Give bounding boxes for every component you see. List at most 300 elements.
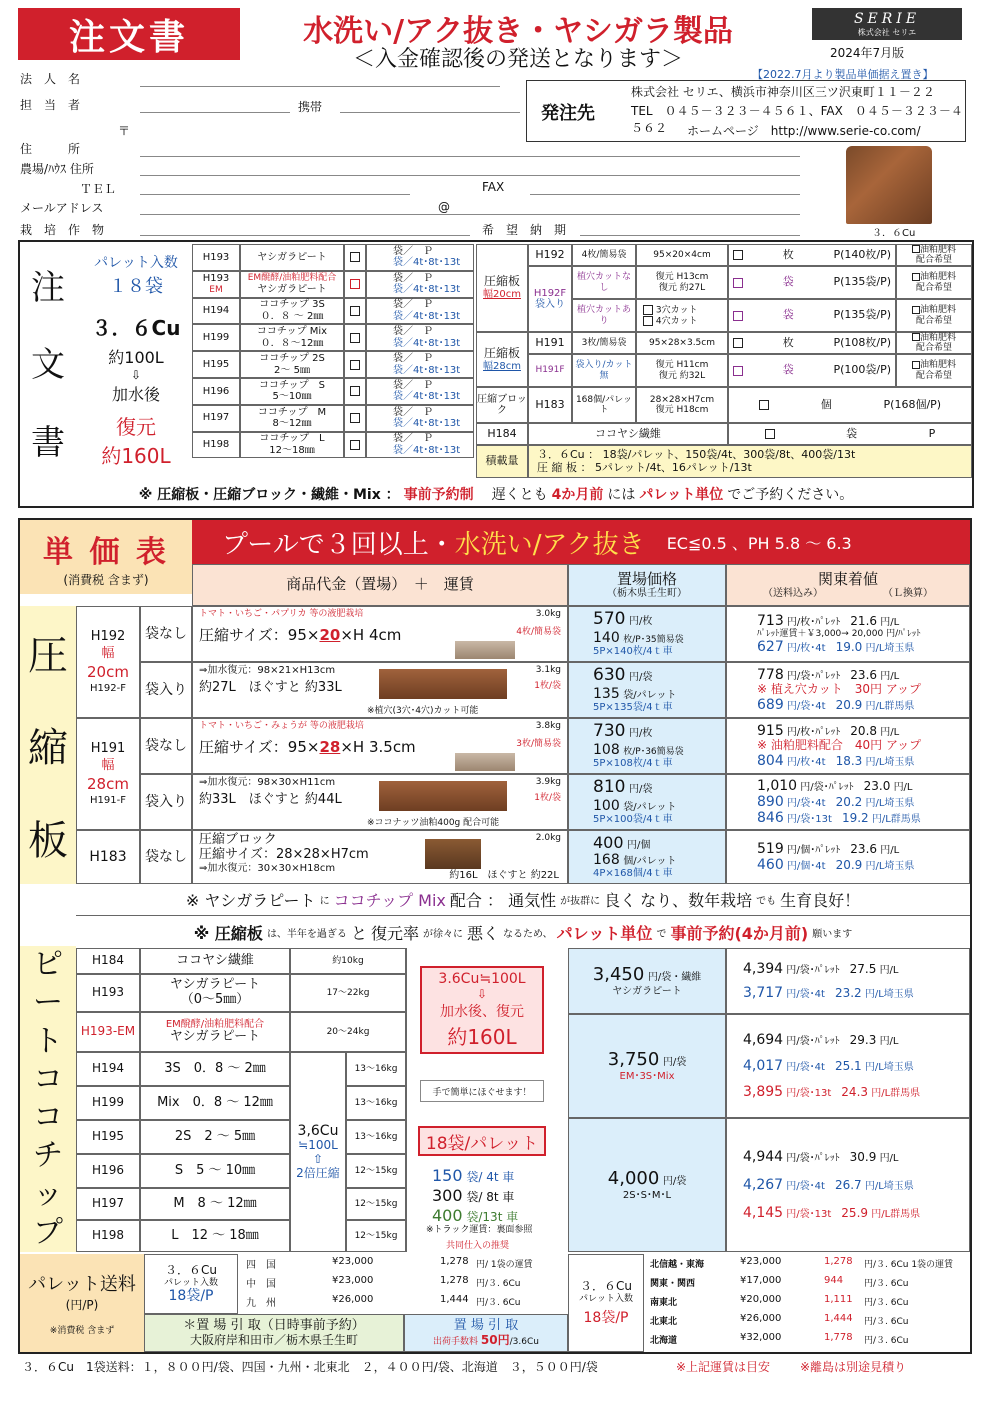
order-checkbox[interactable] [350,386,360,396]
price-line [593,666,652,686]
oil-note2: 配合希望 [915,315,952,326]
delivery-label: 希 望 納 期 [482,223,567,237]
h192-qty[interactable] [728,244,896,266]
restore-note: ⇒加水復元：98×30×H11cm [199,777,336,788]
order-checkbox[interactable] [350,440,360,450]
unit-p: P(135袋/P) [833,308,891,322]
order-row-checkbox-cell[interactable] [344,324,366,351]
weight: 3.1kg [535,665,561,675]
unit: 円/袋･4t [786,989,825,1000]
price: 3,450 [592,963,645,985]
restore: 復元 約32L [658,370,706,381]
price: 168 [593,852,620,869]
name-sub: 12～18㎜ [269,444,315,456]
order-row-name [240,244,344,271]
side-title-char: 文 [31,345,65,386]
kanto-line [757,697,914,713]
checkbox[interactable] [733,338,743,348]
cut-options[interactable] [636,299,728,332]
col3-sub: （Ｌ換算） [883,587,933,599]
order-row-name [240,351,344,378]
price: 4,145 [743,1205,784,1222]
kanto-line: ※ 植え穴カット 30円 アップ [757,682,921,697]
checkbox[interactable] [765,429,775,439]
side-char: ッ [33,1176,63,1212]
h192f-restore [636,266,728,299]
name: ココチップ M [257,406,327,418]
checkbox[interactable] [733,278,743,288]
h192-size: 95×20×4cm [636,244,728,266]
unit: 円/L群馬県 [871,1209,921,1221]
pack-type: 袋入り [140,774,192,830]
arrow-down-icon: ⇩ [476,986,488,1001]
width-value: 28cm [87,774,129,793]
note-mix [76,884,970,916]
side-char: 板 [28,818,68,865]
price: 713 [757,612,784,629]
unit-p: P(135袋/P) [833,275,891,289]
h183-size [636,387,728,423]
load-line: ３．６Cu ： 18袋/パレット、150袋/4t、300袋/8t、400袋/13t [537,447,856,461]
kanto-price-b [726,662,970,718]
order-checkbox[interactable] [350,360,360,370]
note: が抜群に [560,896,601,907]
oil-note: 油粕肥料 [919,360,956,371]
peat-code: H198 [76,1220,140,1252]
yard-price-a [568,606,726,662]
ship-per-unit: 円/３. 6Cu [864,1336,909,1346]
h192f-code [528,266,572,332]
side-title-char: 注 [31,268,65,309]
oil-note2: 配合希望 [915,370,952,381]
code: H195 [202,358,230,370]
email-field[interactable] [140,214,800,215]
width-label: 幅 [101,757,115,773]
code: H199 [202,332,230,344]
qty-unit: 袋／ Ｐ [393,406,433,418]
address-field[interactable] [140,156,800,157]
oil-note: 油粕肥料 [919,244,956,255]
h192-checkbox[interactable] [733,250,743,260]
unit-p: P(140枚/P) [833,247,891,261]
cu: ３．６Cu [165,1262,217,1277]
footer-shipping-note: ３．６Cu 1袋送料：１，８００円/袋、四国・九州・北東北 ２，４００円/袋、北海道 ３，５００円/袋 [22,1360,598,1374]
side-char: 圧 [28,632,68,679]
order-checkbox[interactable] [350,306,360,316]
block-size: 圧縮サイズ：28×28×H7cm [199,846,369,862]
unit: 円/L [880,844,900,856]
ship-per: 1,444 [440,1294,469,1305]
qty-trucks: 袋／4t･8t･13t [393,257,461,269]
h192-pack: 4枚/簡易袋 [572,244,636,266]
truck: 5P×108枚/4ｔ車 [593,758,673,770]
ship-per-unit: 円/３. 6Cu 1袋の運賃 [864,1260,954,1270]
h183-row-desc [192,830,568,884]
order-checkbox[interactable] [350,279,360,289]
peat-code: H193-EM [76,1012,140,1052]
code: H191 [90,740,126,756]
cu-label: 3,6Cu [297,1123,339,1140]
cu-bags: 18袋/P [583,1310,629,1327]
order-row-qty[interactable] [366,324,474,351]
note: 願います [812,928,853,940]
name: ココチップ Mix [256,326,328,338]
kanto-line [757,739,921,753]
oil-option[interactable] [896,266,972,299]
ship-region: 中 国 [246,1279,276,1290]
unit: 円/L群馬県 [871,1088,921,1100]
name: ヤシガラピート [257,283,327,295]
oil-option[interactable] [896,354,972,387]
peat-weight: 13～16kg [346,1052,406,1086]
tel-field[interactable] [140,194,410,195]
note: で [656,928,667,940]
note: ココチップ Mix [333,891,446,910]
supplier-homepage[interactable]: ホームページ http://www.serie-co.com/ [687,124,921,138]
peat-yard-group3 [568,1118,726,1252]
order-row-checkbox-cell[interactable] [344,244,366,271]
compress-label: 圧縮板 [483,345,520,360]
peat-kanto-group3 [726,1118,970,1252]
checkbox[interactable] [733,311,743,321]
price: 570 [593,609,626,630]
order-row-checkbox-cell[interactable] [344,298,366,325]
company-field[interactable] [140,86,500,87]
checkbox[interactable] [733,366,743,376]
cu-eq: ≒100L [298,1138,338,1153]
side-char: 縮 [28,725,68,772]
block-vol: 約16L ほぐすと 約22L [449,869,559,881]
unit: 円/L [879,964,899,976]
unit: 枚/P･36簡易袋 [623,746,684,757]
yard-price-b [568,662,726,718]
unit: 円/L埼玉県 [864,1180,914,1192]
unit: 円/袋 [628,672,653,684]
h184-name: ココヤシ繊維 [528,423,728,445]
kanto-price-a [726,606,970,662]
order-row-name [240,405,344,432]
order-row-checkbox-cell[interactable] [344,432,366,459]
pickup-title: ＊置 場 引 取（日時事前予約） [183,1317,365,1333]
fee-unit: /3.6Cu [509,1336,539,1347]
note: 悪く [466,923,499,943]
price-freeze-note: 【2022.7月より製品単価据え置き】 [752,68,934,81]
crop-label: 栽 培 作 物 [20,223,105,237]
order-checkbox[interactable] [350,333,360,343]
order-row-checkbox-cell[interactable] [344,378,366,405]
bag-count: 3枚/簡易袋 [516,739,561,749]
kanto-price-a [726,718,970,774]
ship-price: ¥23,000 [332,1256,374,1267]
qty-trucks: 袋／4t･8t･13t [393,337,461,349]
price: 730 [593,721,626,742]
restore-box [420,966,544,1054]
delivery-field[interactable] [580,235,800,236]
footer-note1: ※上記運賃は目安 [676,1360,771,1374]
order-right [476,244,972,478]
h191f-qty[interactable] [728,354,896,387]
h183-qty[interactable] [728,387,972,423]
liter: 23.6 [850,841,878,856]
unit: 円/L [880,671,900,682]
liter: 19.2 [841,811,869,826]
pack-type: 袋入り [140,662,192,718]
order-row-checkbox-cell[interactable] [344,271,366,298]
col-header-kanto [726,564,970,606]
h192f-qty2[interactable] [728,299,896,332]
load-info [528,445,972,478]
checkbox[interactable] [759,400,769,410]
qty-unit: 袋／ Ｐ [393,299,433,311]
fee-value: 50円 [480,1332,510,1347]
volume: 約33L ほぐすと 約44L [199,791,342,807]
order-row-checkbox-cell[interactable] [344,351,366,378]
note: 事前予約(4か月前) [670,923,809,943]
cu-sub: パレット入数 [579,1293,633,1304]
liter: 30.9 [849,1149,877,1164]
unit: 円/L埼玉県 [864,989,914,1000]
h184-code: H184 [476,423,528,445]
h184-qty[interactable] [728,423,972,445]
h191-qty[interactable] [728,332,896,354]
note: 良く [604,891,637,910]
peat-code: H193 [76,974,140,1012]
price: 804 [757,752,784,769]
width-label: 幅20cm [483,289,521,301]
volume: 約27L ほぐすと 約33L [199,679,342,695]
order-row-qty[interactable] [366,405,474,432]
unit: 袋 [846,426,858,440]
unit: 円/枚･4t [786,756,826,768]
price: 778 [757,667,784,683]
pallet-box: 18袋/パレット [418,1126,546,1156]
liter: 20.8 [850,724,878,738]
size-text: 圧縮サイズ：95× [199,626,320,645]
h183-pack: 168個/パレット [572,387,636,423]
h192-oil[interactable] [896,244,972,266]
peat-weight: 13～16kg [346,1120,406,1154]
size-text: ×H 3.5cm [340,738,416,757]
address-label: 住 所 [20,142,81,156]
notice-text: ※ 圧縮板・圧縮ブロック・繊維・Mix ： [138,487,400,503]
crop-field[interactable] [140,235,470,236]
load-label: 積載量 [476,445,528,478]
cu-sub: パレット入数 [164,1277,218,1288]
pack-type: 袋なし [140,718,192,774]
unit: 円/L [880,727,900,738]
fax-field[interactable] [530,194,800,195]
code: H198 [202,439,230,451]
price-line [593,686,677,702]
truck-qty: 300 [432,1186,463,1205]
name: M 8 ～ 12㎜ [173,1195,257,1211]
note: 復元率 [370,923,419,943]
unit: 枚 [782,247,794,261]
fax-label: FAX [482,180,505,194]
unit: 円/袋 [662,1175,687,1187]
yard-price-a [568,718,726,774]
board-code [76,718,140,830]
peat-weight: 13～16kg [346,1086,406,1120]
h183-row-code: H183 [76,830,140,884]
unit: EM･3S･Mix [619,1070,675,1082]
unit: 袋/パレット [623,689,677,701]
unit: 円/袋･13t [786,1209,832,1221]
kanto-line [757,778,913,794]
price: 4,017 [743,1057,784,1074]
peat-name [140,1012,290,1052]
truck-qty: 400 [432,1206,463,1225]
h191-code: H191 [528,332,572,354]
restore: 復元 H13cm [655,272,709,283]
usage-note: トマト・いちご・みょうが 等の液肥栽培 [199,721,364,731]
qty-trucks: 袋／4t･8t･13t [393,364,461,376]
unit: 円/L埼玉県 [865,861,915,872]
cut-note: ※植穴(3穴･4穴)カット可能 [367,705,479,716]
qty: 140 [593,629,620,646]
order-row-code [192,405,240,432]
restore: 復元 H18cm [655,405,709,415]
unit: 円/袋･4t [786,797,826,809]
note: が徐々に [422,928,463,940]
name: 2S 2 ～ 5㎜ [174,1128,256,1144]
peat-weight: 12～15kg [346,1154,406,1188]
order-row-qty[interactable] [366,244,474,271]
price: 846 [757,810,784,827]
peat-name [140,1052,290,1086]
order-row-code [192,244,240,271]
person-label: 担 当 者 [20,98,81,112]
kanto-line [757,613,899,629]
cut3-checkbox[interactable] [643,305,653,315]
order-row-name [240,298,344,325]
block-photo [425,839,481,869]
ship-per: 1,278 [440,1256,469,1267]
name-sub: ０．８ ～ 2㎜ [260,310,324,322]
board-photo [379,781,507,811]
order-row-qty[interactable] [366,432,474,459]
price-title-sub: (消費税 含まず) [63,572,149,587]
side-char: チ [33,1138,63,1174]
board-desc-a [192,718,568,774]
company-label: 法 人 名 [20,72,81,86]
order-row-qty[interactable] [366,298,474,325]
oil-note2: 配合希望 [915,343,952,353]
name: EM醗酵/油粕肥料配合 [165,1018,265,1030]
price-line [593,610,652,630]
cut3: 3穴カット [655,305,698,316]
block-label: 圧縮ブロック [476,387,528,423]
price: 4,000 [607,1167,660,1189]
page-title: 水洗い/アク抜き・ヤシガラ製品 [303,14,733,49]
joint-note: 共同仕入の推奨 [446,1241,510,1251]
peat-name [140,974,290,1012]
cut4-checkbox[interactable] [643,316,653,326]
unit: 円/L埼玉県 [864,1061,914,1073]
pallet-label: パレット入数 [94,255,178,271]
product-photo-caption: ３．６Cu [872,228,916,239]
price: 627 [757,639,784,656]
side-char: コ [33,1061,63,1097]
note: でも [756,896,777,907]
name: ヤシガラピート [169,977,261,993]
order-row-qty[interactable] [366,378,474,405]
board-desc-b [192,662,568,718]
h191f-code [528,354,572,387]
ship-price: ¥23,000 [332,1275,374,1286]
unit: 円/袋･ﾊﾟﾚｯﾄ [786,1152,840,1164]
qty-unit: 袋／ Ｐ [393,326,433,338]
supplier-label: 発注先 [541,103,595,124]
shipping-cu-east [568,1254,644,1352]
unit: 袋/パレット [623,801,677,813]
order-checkbox[interactable] [350,413,360,423]
unit: 円/L [893,781,913,793]
logo-text: SERIE [853,10,921,27]
oil-option[interactable] [896,299,972,332]
restore: 復元 H11cm [655,360,709,371]
liter: 20.2 [835,794,863,809]
ship-per-unit: 円/３. 6Cu [864,1317,909,1327]
liters: 約100L [108,348,164,367]
col3-sub: （送料込み） [763,587,823,599]
peat-code: H195 [76,1120,140,1154]
col2-sub: （栃木県壬生町） [607,587,687,599]
mobile-field[interactable] [340,112,520,113]
order-row-qty[interactable] [366,351,474,378]
side-char: ト [33,1023,63,1059]
page-subtitle: ＜入金確認後の発送となります＞ [352,47,683,72]
hand-note: 手で簡単にほぐせます！ [420,1080,544,1102]
order-row-name [240,378,344,405]
peat-weight: 約10kg [290,948,406,974]
order-row-qty[interactable] [366,271,474,298]
liter: 19.0 [835,640,863,655]
price-line [593,630,684,646]
farm-address-field[interactable] [140,175,800,176]
ship-region: 北海道 [650,1336,678,1346]
company-logo [812,8,962,40]
order-row-checkbox-cell[interactable] [344,405,366,432]
unit: 枚 [782,335,794,349]
order-row-name [240,271,344,298]
mobile-label: 携帯 [298,100,323,114]
bag-count: 1枚/袋 [534,793,561,803]
notice-text: 遅くとも [491,487,548,503]
kanto-line [757,753,914,769]
board-photo [379,669,507,699]
order-checkbox[interactable] [350,252,360,262]
price: 460 [757,857,784,873]
block-kg: 2.0kg [535,833,561,843]
h192f-qty1[interactable] [728,266,896,299]
person-field[interactable] [140,112,290,113]
side-char: ー [33,985,63,1021]
unit: 円/個 [627,840,651,851]
oil-note: 油粕肥料 [919,272,956,283]
col-header-yard [568,564,726,606]
volume: ３．６Cu [91,316,181,340]
compress2-group [476,332,528,387]
oil-option[interactable] [896,332,972,354]
unit: 円/L群馬県 [871,814,921,826]
peat-name [140,1086,290,1120]
liter: 21.6 [850,613,878,628]
unit: 円/L [879,1035,899,1047]
name-sub: 8～12㎜ [272,418,312,430]
liter: 23.6 [850,668,878,682]
load-line: 圧 縮 板 ： 5パレット/4t、16パレット/13t [537,460,752,474]
